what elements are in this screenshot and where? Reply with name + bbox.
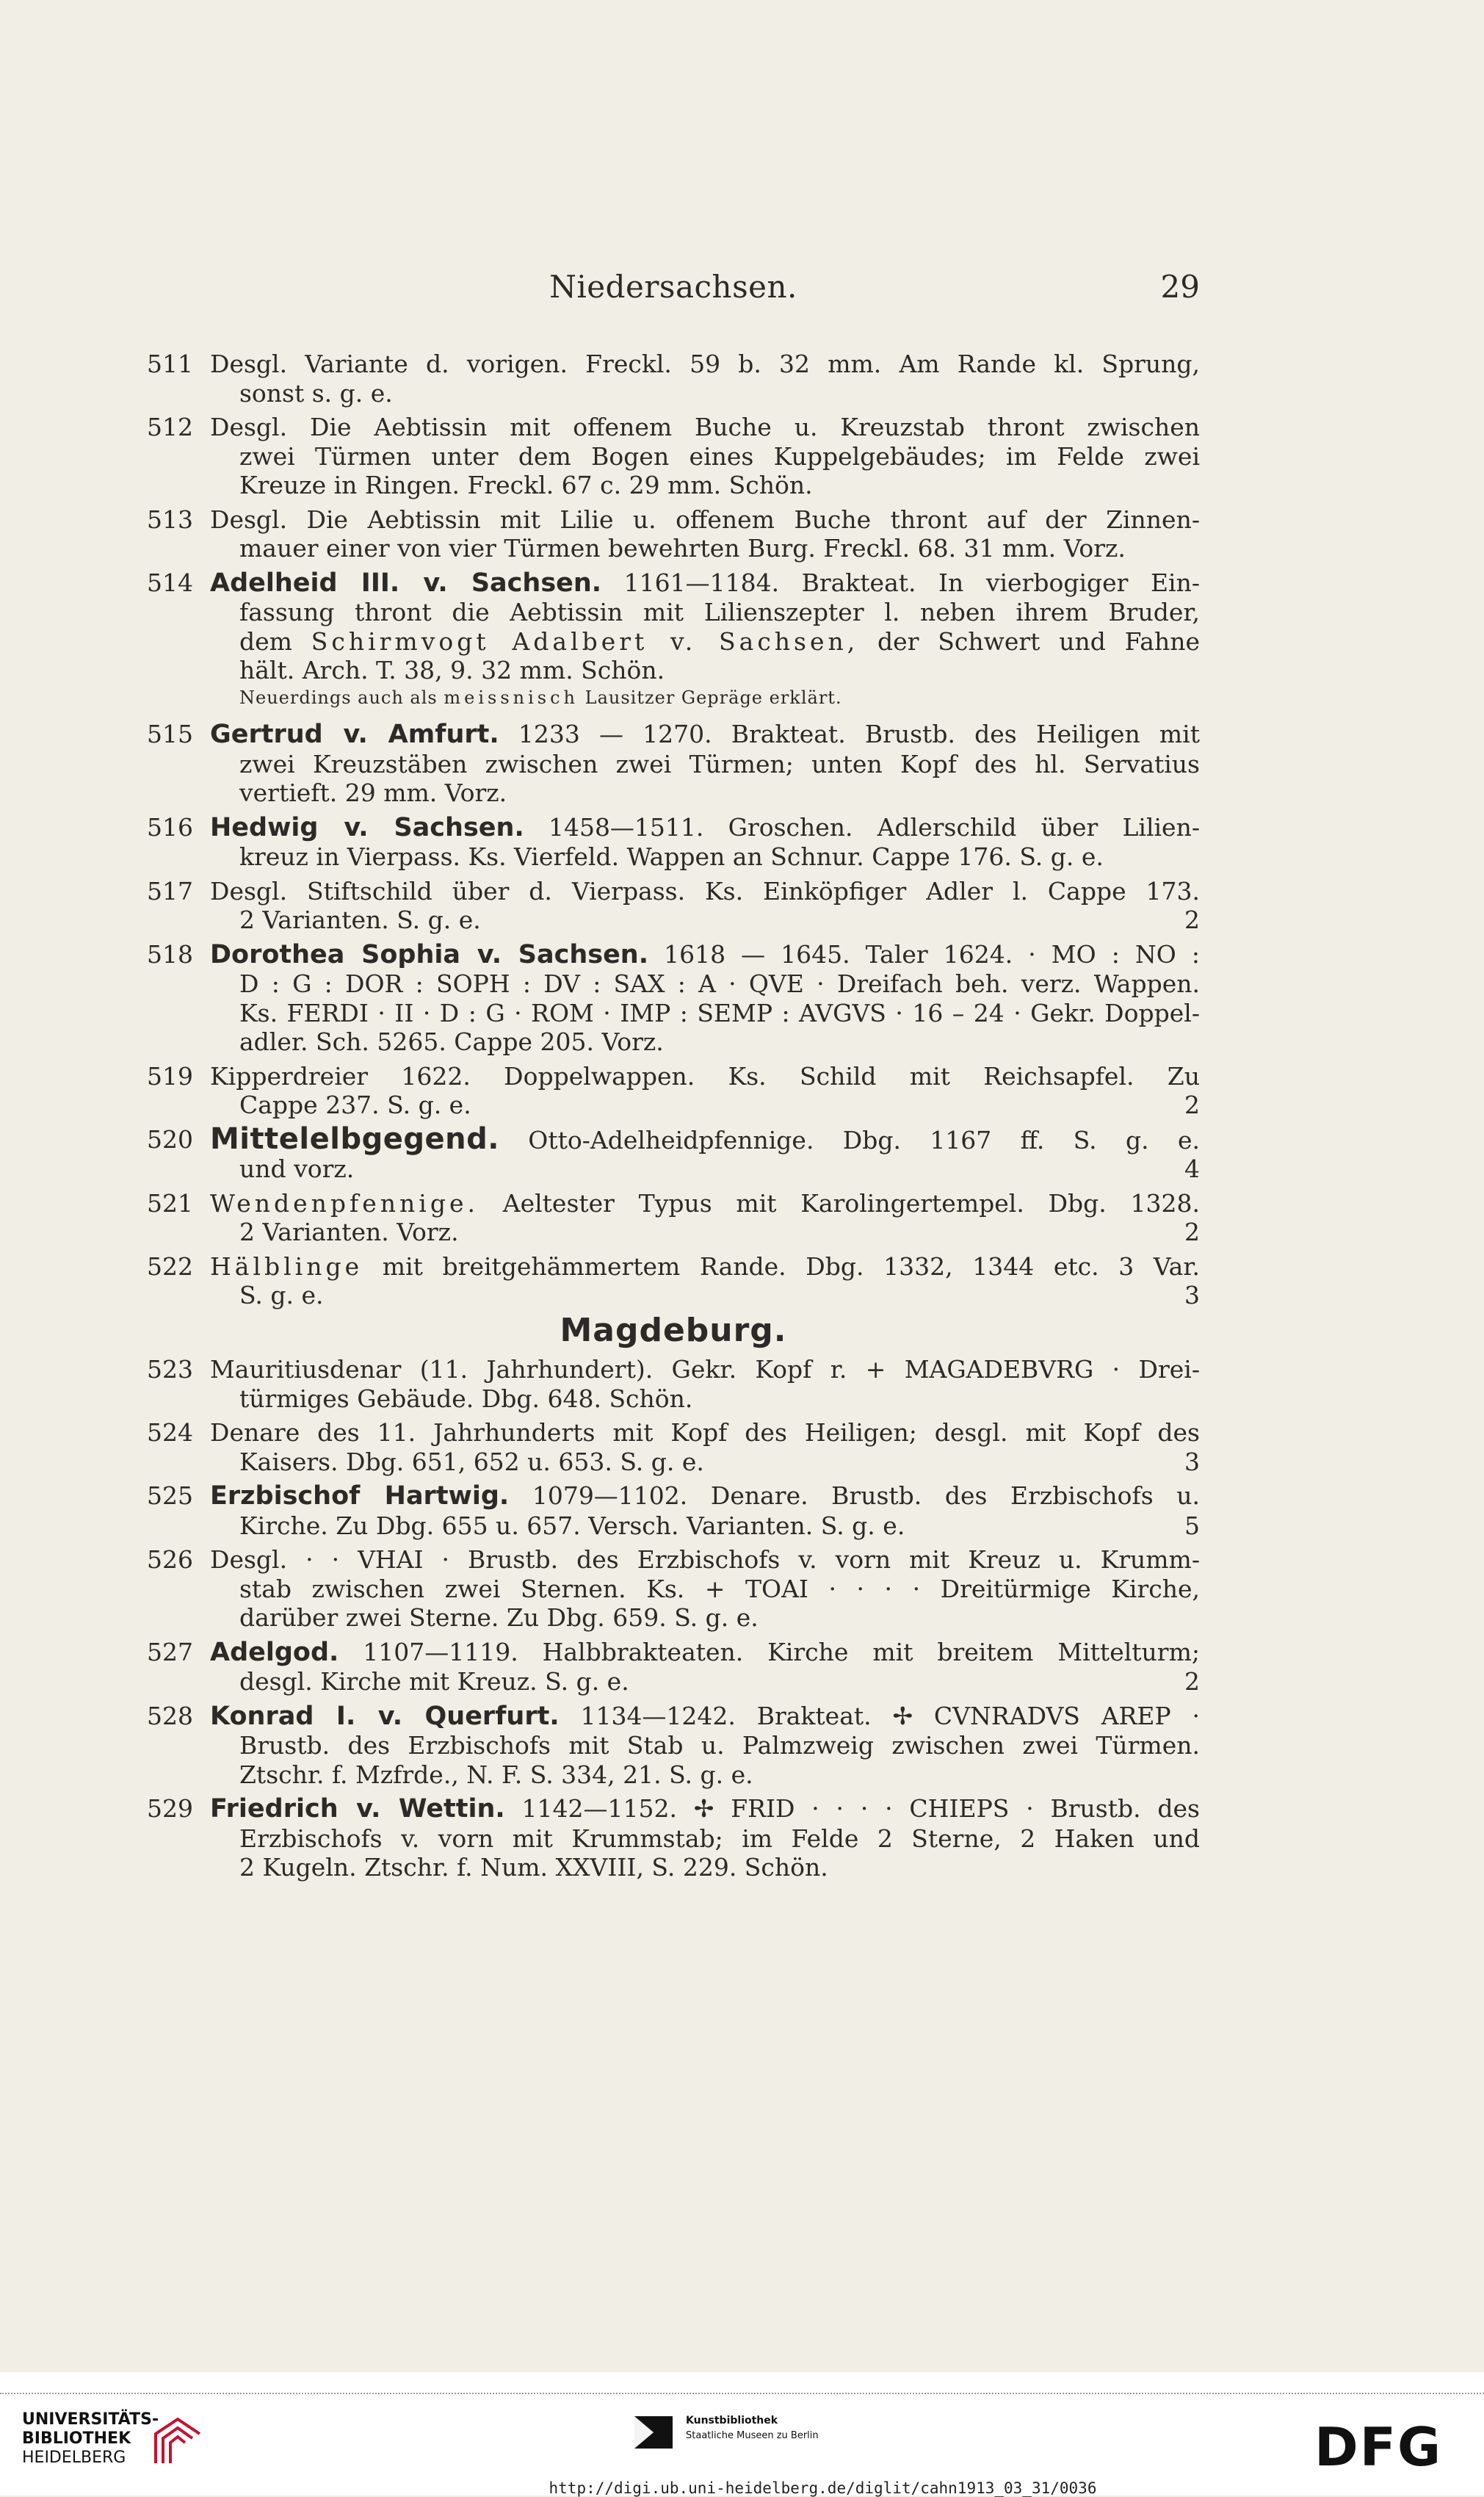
entry-text: 1233 — 1270. Brakteat. Brustb. des Heiligen mit [518, 720, 1200, 748]
entry-number: 518 [147, 939, 193, 969]
footer-divider [0, 2393, 1484, 2394]
entry-text: 1079—1102. Denare. Brustb. des Erzbischofs u. [532, 1481, 1200, 1510]
ub-line-3: HEIDELBERG [22, 2449, 126, 2467]
ruler-name: Dorothea Sophia v. Sachsen. [210, 939, 649, 969]
entry-number: 514 [147, 568, 193, 597]
catalog-entry-517 [147, 877, 1200, 935]
entry-number: 516 [147, 812, 193, 842]
ruler-name: Friedrich v. Wettin. [210, 1794, 505, 1824]
price: 4 [1184, 1154, 1200, 1183]
entry-text: Cappe 237. S. g. e. [239, 1091, 471, 1119]
entry-number: 517 [147, 876, 193, 906]
catalog-entry-512 [147, 413, 1200, 500]
kunstbibliothek-text [686, 2413, 819, 2443]
kb-title: Kunstbibliothek [686, 2415, 778, 2426]
catalog-entry-516 [147, 813, 1200, 872]
entry-text: Ztschr. f. Mzfrde., N. F. S. 334, 21. S. g. e. [239, 1760, 753, 1789]
ruler-name: Konrad I. v. Querfurt. [210, 1701, 560, 1731]
entry-number: 524 [147, 1418, 193, 1447]
entry-text: Erzbischofs v. vorn mit Krummstab; im Felde 2 Sterne, 2 Haken und [239, 1824, 1200, 1853]
entry-text: Otto-Adelheidpfennige. Dbg. 1167 ff. S. g. e. [528, 1125, 1200, 1154]
entry-number: 521 [147, 1188, 193, 1218]
entry-text: 2 Kugeln. Ztschr. f. Num. XXVIII, S. 229. Schön. [239, 1853, 828, 1882]
entry-text: 2 Varianten. S. g. e. [239, 906, 481, 934]
kunstbibliothek-logo[interactable] [631, 2410, 866, 2462]
footnote-text: Lausitzer Gepräge erklärt. [579, 687, 842, 708]
entry-text: sonst s. g. e. [239, 378, 393, 408]
entry-number: 528 [147, 1701, 193, 1730]
kb-subtitle: Staatliche Museen zu Berlin [686, 2430, 819, 2441]
entry-number: 529 [147, 1794, 193, 1823]
kunstbibliothek-emblem-icon [631, 2410, 676, 2454]
entry-text: der Schwert und Fahne [858, 626, 1200, 656]
ruler-name: Adelgod. [210, 1637, 339, 1667]
entry-text: Desgl. Variante d. vorigen. Freckl. 59 b. 32 mm. Am Rande kl. Sprung, [210, 350, 1200, 378]
catalog-entry-526 [147, 1545, 1200, 1633]
entry-text: und vorz. [239, 1154, 355, 1183]
entry-text: kreuz in Vierpass. Ks. Vierfeld. Wappen an Schnur. Cappe 176. S. g. e. [239, 842, 1104, 871]
running-title: Niedersachsen. [549, 269, 797, 305]
entry-text: Desgl. Die Aebtissin mit offenem Buche u. Kreuzstab thront zwischen [210, 413, 1200, 441]
entry-text: 2 Varianten. Vorz. [239, 1218, 459, 1246]
entry-text: D : G : DOR : SOPH : DV : SAX : A · QVE · Dreifach beh. verz. Wappen. [239, 969, 1200, 998]
entry-text: Kaisers. Dbg. 651, 652 u. 653. S. g. e. [239, 1447, 704, 1476]
price: 3 [1184, 1281, 1200, 1309]
entry-text: desgl. Kirche mit Kreuz. S. g. e. [239, 1667, 629, 1696]
entry-text: hält. Arch. T. 38, 9. 32 mm. Schön. [239, 656, 665, 684]
price: 5 [1184, 1511, 1200, 1540]
price: 2 [1184, 906, 1200, 934]
entry-number: 523 [147, 1355, 193, 1384]
entry-text: 1142—1152. ✢ FRID · · · · CHIEPS · Brustb. des [521, 1794, 1200, 1823]
dfg-logo[interactable]: DFG [1314, 2416, 1443, 2478]
catalog-entries [147, 350, 1200, 1887]
catalog-entry-524 [147, 1418, 1200, 1476]
entry-text: Desgl. · · VHAI · Brustb. des Erzbischofs v. vorn mit Kreuz u. Krumm- [210, 1545, 1200, 1574]
ruler-name: Erzbischof Hartwig. [210, 1481, 510, 1511]
permalink[interactable]: http://digi.ub.uni-heidelberg.de/diglit/cahn1913_03_31/0036 [549, 2479, 1097, 2497]
entry-text: S. g. e. [239, 1281, 324, 1309]
entry-number: 519 [147, 1061, 193, 1091]
entry-number: 527 [147, 1637, 193, 1666]
entry-text: Kirche. Zu Dbg. 655 u. 657. Versch. Varianten. S. g. e. [239, 1511, 905, 1540]
catalog-entry-525 [147, 1481, 1200, 1540]
catalog-entry-529 [147, 1794, 1200, 1882]
entry-text: stab zwischen zwei Sternen. Ks. + TOAI · · · · Dreitürmige Kirche, [239, 1574, 1200, 1603]
region-name: Mittelelbgegend. [210, 1121, 499, 1156]
entry-text: Mauritiusdenar (11. Jahrhundert). Gekr. Kopf r. + MAGADEBVRG · Drei- [210, 1355, 1200, 1384]
catalog-entry-515 [147, 720, 1200, 808]
catalog-entry-523 [147, 1355, 1200, 1413]
catalog-entry-513 [147, 505, 1200, 563]
catalog-entry-520 [147, 1121, 1200, 1184]
page-header [147, 269, 1200, 313]
entry-text: 1107—1119. Halbbrakteaten. Kirche mit breitem Mittelturm; [363, 1637, 1200, 1666]
entry-text: Brustb. des Erzbischofs mit Stab u. Palmzweig zwischen zwei Türmen. [239, 1731, 1200, 1760]
entry-text: 1618 — 1645. Taler 1624. · MO : NO : [664, 939, 1200, 969]
ub-line-2: BIBLIOTHEK [22, 2429, 131, 2448]
digitization-footer [0, 2372, 1484, 2496]
entry-text: Kipperdreier 1622. Doppelwappen. Ks. Schild mit Reichsapfel. Zu [210, 1061, 1200, 1091]
entry-number: 525 [147, 1481, 193, 1510]
entry-text: adler. Sch. 5265. Cappe 205. Vorz. [239, 1027, 664, 1056]
entry-text: 1458—1511. Groschen. Adlerschild über Lilien- [548, 812, 1200, 842]
entry-text: mauer einer von vier Türmen bewehrten Burg. Freckl. 68. 31 mm. Vorz. [239, 534, 1126, 563]
entry-text: Kreuze in Ringen. Freckl. 67 c. 29 mm. Schön. [239, 471, 813, 499]
entry-text: Desgl. Stiftschild über d. Vierpass. Ks. Einköpfiger Adler l. Cappe 173. [210, 876, 1200, 906]
entry-text: vertieft. 29 mm. Vorz. [239, 778, 507, 807]
entry-text: 1161—1184. Brakteat. In vierbogiger Ein- [623, 568, 1200, 597]
price: 2 [1184, 1218, 1200, 1246]
entry-number: 520 [147, 1124, 193, 1154]
entry-number: 513 [147, 505, 193, 534]
entry-text-spaced: Wendenpfennige. [210, 1188, 479, 1218]
catalog-entry-522 [147, 1252, 1200, 1310]
ub-emblem-icon [148, 2412, 207, 2471]
ruler-name: Adelheid III. v. Sachsen. [210, 568, 602, 598]
entry-text: Aeltester Typus mit Karolingertempel. Dbg. 1328. [479, 1188, 1200, 1218]
entry-text: Denare des 11. Jahrhunderts mit Kopf des Heiligen; desgl. mit Kopf des [210, 1418, 1200, 1447]
page-number: 29 [1160, 269, 1200, 305]
section-heading: Magdeburg. [560, 1311, 787, 1349]
catalog-entry-519 [147, 1062, 1200, 1120]
entry-text: Desgl. Die Aebtissin mit Lilie u. offenem Buche thront auf der Zinnen- [210, 505, 1200, 534]
entry-number: 512 [147, 413, 193, 441]
entry-text: Ks. FERDI · II · D : G · ROM · IMP : SEMP : AVGVS · 16 – 24 · Gekr. Doppel- [239, 998, 1200, 1027]
catalog-entry-528 [147, 1702, 1200, 1790]
price: 2 [1184, 1667, 1200, 1696]
entry-number: 515 [147, 720, 193, 748]
entry-text: darüber zwei Sterne. Zu Dbg. 659. S. g. e. [239, 1603, 759, 1632]
entry-text: zwei Türmen unter dem Bogen eines Kuppelgebäudes; im Felde zwei [239, 441, 1200, 471]
catalog-entry-511 [147, 350, 1200, 408]
catalog-entry-514 [147, 568, 1200, 713]
entry-text: mit breitgehämmertem Rande. Dbg. 1332, 1344 etc. 3 Var. [363, 1251, 1200, 1281]
entry-text-spaced: Schirmvogt Adalbert v. Sachsen, [311, 626, 859, 656]
entry-text: fassung thront die Aebtissin mit Lilienszepter l. neben ihrem Bruder, [239, 598, 1200, 626]
ruler-name: Gertrud v. Amfurt. [210, 720, 499, 749]
entry-number: 522 [147, 1251, 193, 1281]
ub-line-1: UNIVERSITÄTS- [22, 2410, 159, 2429]
catalog-entry-527 [147, 1638, 1200, 1696]
ub-logo-text [22, 2410, 159, 2468]
entry-text: 1134—1242. Brakteat. ✢ CVNRADVS AREP · [580, 1701, 1200, 1730]
entry-number: 526 [147, 1545, 193, 1574]
catalog-entry-518 [147, 940, 1200, 1057]
price: 3 [1184, 1447, 1200, 1476]
entry-text-spaced: Hälblinge [210, 1251, 363, 1281]
entry-text: zwei Kreuzstäben zwischen zwei Türmen; unten Kopf des hl. Servatius [239, 749, 1200, 778]
price: 2 [1184, 1091, 1200, 1119]
entry-text: dem [239, 626, 311, 656]
footnote [210, 684, 1200, 713]
entry-text: türmiges Gebäude. Dbg. 648. Schön. [239, 1384, 693, 1413]
ruler-name: Hedwig v. Sachsen. [210, 812, 524, 842]
footnote-text-spaced: meissnisch [444, 687, 579, 708]
catalog-entry-521 [147, 1189, 1200, 1247]
entry-number: 511 [147, 350, 193, 378]
footnote-text: Neuerdings auch als [239, 687, 444, 708]
